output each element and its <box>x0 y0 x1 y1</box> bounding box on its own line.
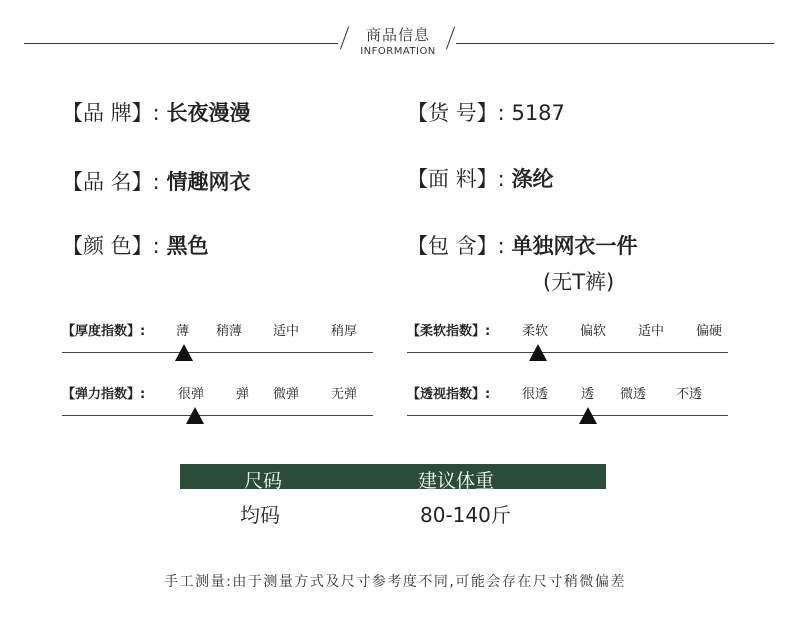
index-elasticity-option: 很弹 <box>178 387 205 402</box>
header-slash-left <box>340 27 349 50</box>
attr-item-no-value: 5187 <box>511 101 565 125</box>
index-elasticity-label: 【弹力指数】: <box>62 387 146 402</box>
index-thickness-marker <box>175 344 193 361</box>
index-thickness-scale <box>62 352 373 353</box>
attr-name-label: 【品 名】: <box>62 170 160 194</box>
index-transparency-option: 透 <box>581 387 595 402</box>
attr-fabric <box>407 163 553 193</box>
index-softness-option: 柔软 <box>522 324 549 339</box>
index-softness-option: 适中 <box>638 324 665 339</box>
attr-contents-value: 单独网衣一件 <box>511 234 638 258</box>
index-thickness-option: 稍厚 <box>331 324 358 339</box>
index-transparency-label: 【透视指数】: <box>407 387 491 402</box>
attr-color-value: 黑色 <box>166 234 209 258</box>
index-elasticity-option: 弹 <box>236 387 250 402</box>
index-transparency-scale <box>407 415 728 416</box>
index-transparency-option: 很透 <box>522 387 549 402</box>
header-line-left <box>24 43 338 44</box>
attr-fabric-label: 【面 料】: <box>407 167 505 191</box>
attr-brand <box>62 97 250 127</box>
attr-color-label: 【颜 色】: <box>62 234 160 258</box>
index-thickness-option: 薄 <box>176 324 190 339</box>
attr-brand-value: 长夜漫漫 <box>166 101 251 125</box>
index-softness-scale <box>407 352 728 353</box>
attr-name <box>62 166 250 196</box>
size-table-header-weight: 建议体重 <box>418 470 495 492</box>
section-title: 商品信息 <box>365 26 430 44</box>
attr-brand-label: 【品 牌】: <box>62 101 160 125</box>
section-subtitle: INFORMATION <box>360 46 436 57</box>
attr-contents <box>407 230 637 260</box>
index-elasticity-scale <box>62 415 373 416</box>
measurement-note: 手工测量:由于测量方式及尺寸参考度不同,可能会存在尺寸稍微偏差 <box>164 574 626 590</box>
index-transparency-option: 微透 <box>620 387 647 402</box>
attr-name-value: 情趣网衣 <box>166 170 251 194</box>
index-thickness-option: 适中 <box>273 324 300 339</box>
index-transparency-marker <box>579 407 597 424</box>
attr-color <box>62 230 208 260</box>
size-table-cell-size: 均码 <box>240 503 280 527</box>
index-elasticity-option: 无弹 <box>331 387 358 402</box>
index-elasticity-option: 微弹 <box>273 387 300 402</box>
index-thickness-label: 【厚度指数】: <box>62 324 146 339</box>
index-softness-option: 偏软 <box>580 324 607 339</box>
attr-item-no <box>407 97 565 127</box>
attr-fabric-value: 涤纶 <box>511 167 554 191</box>
index-softness-option: 偏硬 <box>696 324 723 339</box>
index-softness-label: 【柔软指数】: <box>407 324 491 339</box>
attr-contents-note: (无T裤) <box>543 270 615 294</box>
index-thickness-option: 稍薄 <box>216 324 243 339</box>
size-table-cell-weight: 80-140斤 <box>420 503 511 527</box>
header-slash-right <box>446 27 455 50</box>
attr-contents-label: 【包 含】: <box>407 234 505 258</box>
index-transparency-option: 不透 <box>676 387 703 402</box>
header-line-right <box>456 43 774 44</box>
index-softness-marker <box>529 344 547 361</box>
size-table-header-size: 尺码 <box>244 470 283 492</box>
attr-item-no-label: 【货 号】: <box>407 101 505 125</box>
index-elasticity-marker <box>186 407 204 424</box>
